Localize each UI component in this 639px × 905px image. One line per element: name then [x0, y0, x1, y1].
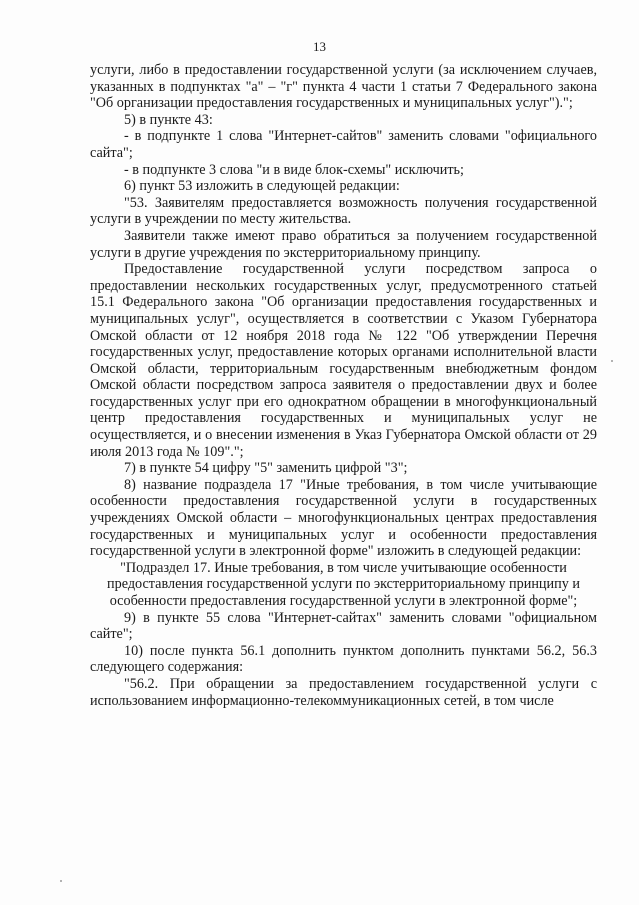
scan-speck — [611, 360, 613, 362]
document-body — [90, 62, 597, 709]
page-number: 13 — [313, 39, 326, 54]
paragraph-item-6: 6) пункт 53 изложить в следующей редакции: — [124, 178, 400, 195]
paragraph-item-8: 8) название подраздела 17 "Иные требования, в том числе учитывающие особенности предоставления государственной услуги в государственных учреждениях Омской области – многофункциональных центрах предоставления государственных и муниципальных услуг и особенности предоставления государственной услуги в электронной форме" изложить в следующей редакции: — [90, 476, 597, 560]
paragraph-item-5-sub-1: - в подпункте 1 слова "Интернет-сайтов" заменить словами "официального сайта"; — [90, 128, 597, 161]
paragraph-item-10: 10) после пункта 56.1 дополнить пунктом дополнить пунктами 56.2, 56.3 следующего содержания: — [90, 642, 597, 676]
paragraph-item-7: 7) в пункте 54 цифру "5" заменить цифрой "3"; — [124, 460, 408, 477]
paragraph-item-5-sub-3: - в подпункте 3 слова "и в виде блок-схемы" исключить; — [124, 161, 464, 178]
paragraph-item-9: 9) в пункте 55 слова "Интернет-сайтах" заменить словами "официальном сайте"; — [90, 609, 597, 643]
paragraph-item-5: 5) в пункте 43: — [124, 111, 213, 128]
paragraph-multiple-services: Предоставление государственной услуги посредством запроса о предоставлении нескольких государственных услуг, предусмотренного статьей 15.1 Федерального закона "Об организации предоставления государственных и муниципальных услуг", осуществляется в соответствии с Указом Губернатора Омской области от 12 ноября 2018 года № 122 "Об утверждении Перечня государственных услуг, предоставление которых органами исполнительной власти Омской области, территориальным государственным внебюджетным фондом Омской области посредством запроса заявителя о предоставлении двух и более государственных услуг при его однократном обращении в многофункциональный центр предоставления государственных и муниципальных услуг не осуществляется, и о внесении изменения в Указ Губернатора Омской области от 29 июля 2013 года № 109"."; — [90, 261, 597, 460]
paragraph-applicants: Заявители также имеют право обратиться за получением государственной услуги в другие учреждения по экстерриториальному принципу. — [90, 227, 597, 261]
paragraph-continuation: услуги, либо в предоставлении государственной услуги (за исключением случаев, указанных в подпунктах "а" – "г" пункта 4 части 1 статьи 7 Федерального закона "Об организации предоставления государственных и муниципальных услуг")."; — [90, 62, 597, 112]
paragraph-clause-53: "53. Заявителям предоставляется возможность получения государственной услуги в учреждении по месту жительства. — [90, 194, 597, 228]
paragraph-clause-56-2: "56.2. При обращении за предоставлением государственной услуги с использованием информационно-телекоммуникационных сетей, в том числе — [90, 675, 597, 709]
scan-speck — [60, 880, 62, 882]
subsection-17-title: "Подраздел 17. Иные требования, в том числе учитывающие особенности предоставления государственной услуги по экстерриториальному принципу и особенности предоставления государственной услуги в электронной форме"; — [107, 559, 580, 609]
